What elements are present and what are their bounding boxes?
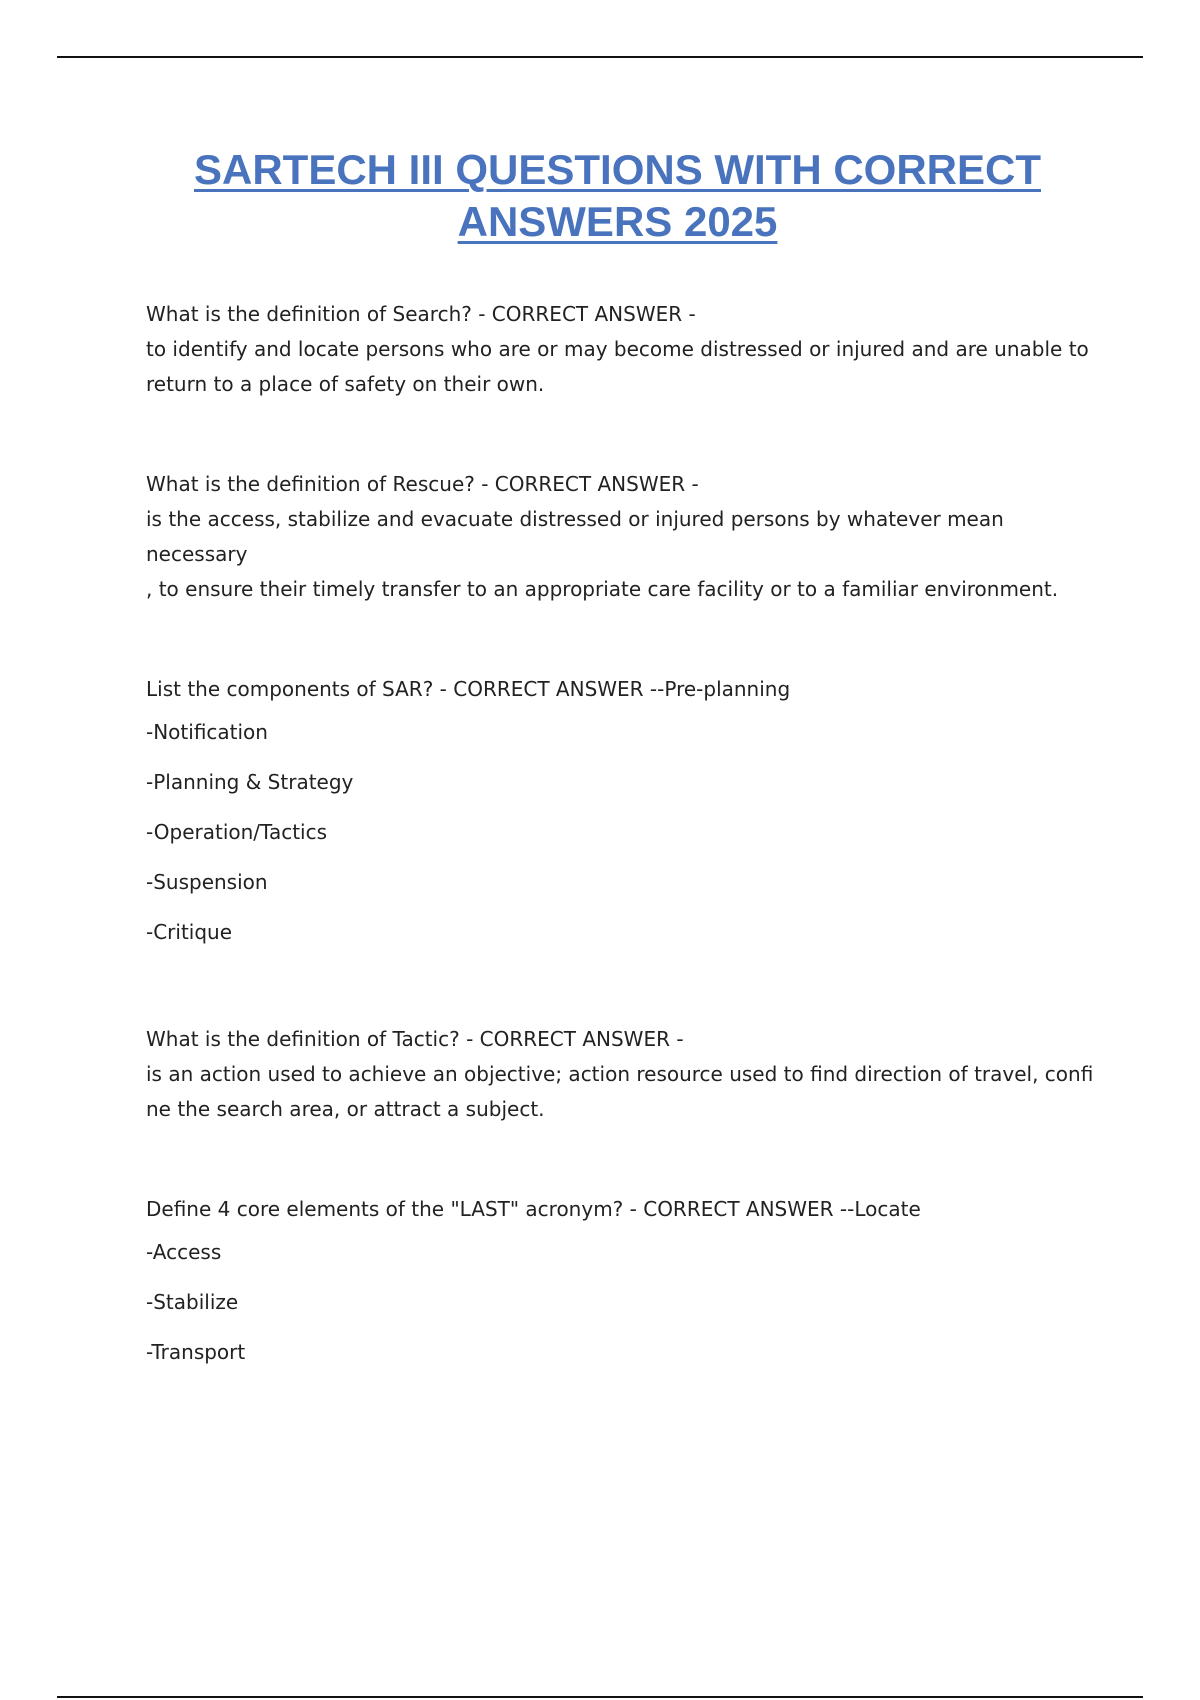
list-item: -Suspension [146, 870, 268, 894]
answer-text-line: is the access, stabilize and evacuate distressed or injured persons by whatever mean necessary [146, 507, 1004, 566]
bottom-rule [57, 1696, 1143, 1698]
question-text: Define 4 core elements of the "LAST" acronym? - CORRECT ANSWER --Locate [146, 1197, 921, 1221]
answer-text-line: to identify and locate persons who are or may become distressed or injured and are unable to [146, 337, 1089, 361]
answer-text-line: , to ensure their timely transfer to an appropriate care facility or to a familiar environment. [146, 577, 1059, 601]
question-text: What is the definition of Tactic? - CORRECT ANSWER - [146, 1027, 684, 1051]
top-rule [57, 56, 1143, 58]
list-item: -Access [146, 1240, 222, 1264]
answer-text-line: return to a place of safety on their own. [146, 372, 545, 396]
question-text: List the components of SAR? - CORRECT ANSWER --Pre-planning [146, 677, 791, 701]
question-text: What is the definition of Search? - CORRECT ANSWER - [146, 302, 696, 326]
question-text: What is the definition of Rescue? - CORRECT ANSWER - [146, 472, 699, 496]
list-item: -Planning & Strategy [146, 770, 354, 794]
list-item: -Notification [146, 720, 268, 744]
answer-text-line: ne the search area, or attract a subject. [146, 1097, 545, 1121]
title-line-2: ANSWERS 2025 [457, 198, 778, 245]
title-line-1: SARTECH III QUESTIONS WITH CORRECT [193, 146, 1041, 193]
answer-text-line: is an action used to achieve an objective; action resource used to find direction of travel, confi [146, 1062, 1094, 1086]
qa-tactic [146, 1022, 1106, 1127]
qa-sar-components [146, 672, 1106, 957]
list-item: -Stabilize [146, 1290, 239, 1314]
qa-last-acronym [146, 1192, 1106, 1377]
document-body [146, 297, 1106, 1377]
page-title [110, 144, 1125, 248]
qa-search [146, 297, 1106, 402]
list-item: -Transport [146, 1340, 246, 1364]
list-item: -Operation/Tactics [146, 820, 328, 844]
list-item: -Critique [146, 920, 233, 944]
qa-rescue [146, 467, 1106, 607]
